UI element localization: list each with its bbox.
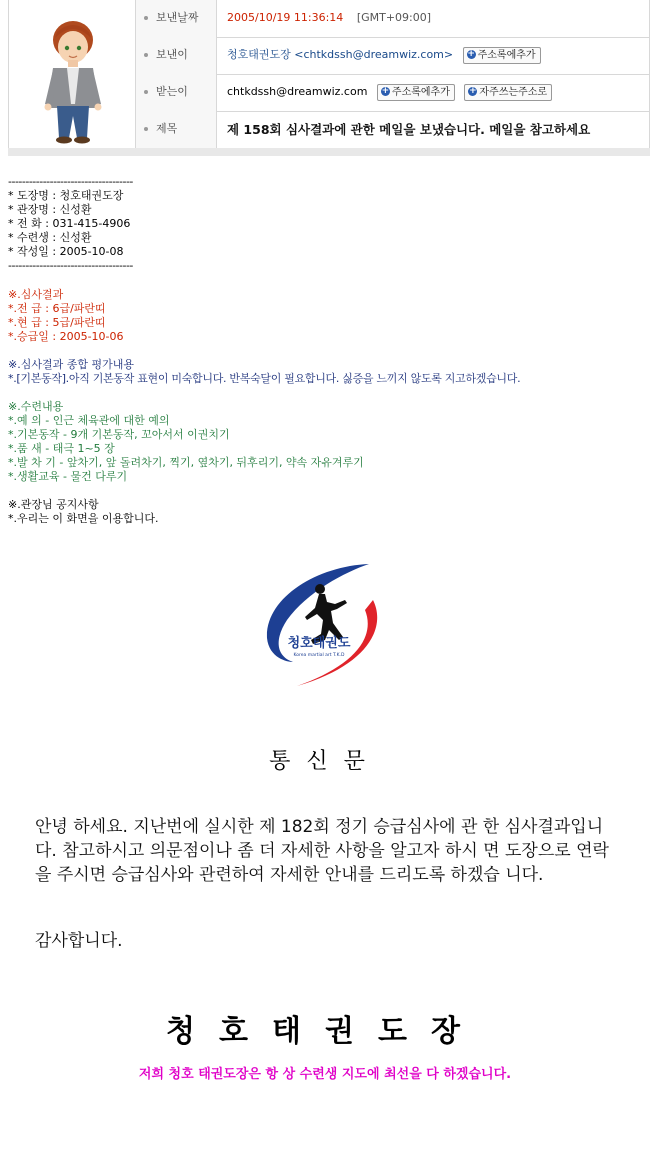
header-divider <box>8 148 650 156</box>
avatar <box>9 0 136 150</box>
logo-subtitle: Korea martial art T.K.D <box>293 653 345 658</box>
plus-icon: + <box>469 86 477 96</box>
subject-text: 제 158회 심사결과에 관한 메일을 보냈습니다. 메일을 참고하세요 <box>227 122 591 137</box>
info-line: * 전 화 : 031-415-4906 <box>8 217 131 230</box>
bullet-icon <box>144 90 148 94</box>
bullet-icon <box>144 127 148 131</box>
recipient-address[interactable]: chtkdssh@dreamwiz.com <box>227 85 368 98</box>
add-recipient-to-addressbook-button[interactable]: + 주소록에추가 <box>377 84 455 101</box>
info-line: * 도장명 : 청호태권도장 <box>8 189 124 202</box>
result-heading: ※.심사결과 <box>8 288 64 301</box>
notice-heading: ※.관장님 공지사항 <box>8 498 99 511</box>
info-line: * 수련생 : 신성환 <box>8 231 92 244</box>
divider-line: ------------------------------------ <box>8 175 133 188</box>
letter-title: 통신문 <box>269 749 381 774</box>
info-line: * 작성일 : 2005-10-08 <box>8 245 124 258</box>
bullet-icon <box>144 16 148 20</box>
training-heading: ※.수련내용 <box>8 400 64 413</box>
add-sender-to-addressbook-button[interactable]: + 주소록에추가 <box>463 47 541 64</box>
mail-header <box>8 0 650 150</box>
bullet-icon <box>144 53 148 57</box>
result-line: *.현 급 : 5급/파란띠 <box>8 316 106 329</box>
logo-name: 청호태권도 <box>287 636 351 651</box>
training-line: *.품 새 - 태극 1~5 장 <box>8 442 115 455</box>
subject-row <box>136 111 650 149</box>
subject-label: 제목 <box>156 122 178 135</box>
plus-icon: + <box>381 86 390 96</box>
sender-label: 보낸이 <box>156 48 188 61</box>
letter-body: 안녕 하세요. 지난번에 실시한 제 182회 정기 승급심사에 관 한 심사결과입니다. 참고하시고 의문점이나 좀 더 자세한 사항을 알고자 하시 면 도장으로 연락을 주시면 승급심사와 관련하여 자세한 안내를 드리도록 하겠습 니다. <box>35 817 609 885</box>
divider-line: ------------------------------------ <box>8 259 133 272</box>
result-line: *.승급일 : 2005-10-06 <box>8 330 124 343</box>
sent-date-row <box>136 0 650 38</box>
training-line: *.발 차 기 - 앞차기, 앞 돌려차기, 찍기, 옆차기, 뒤후리기, 약속 자유겨루기 <box>8 456 364 469</box>
evaluation-heading: ※.심사결과 종합 평가내용 <box>8 358 134 371</box>
recipient-label: 받는이 <box>156 85 188 98</box>
result-line: *.전 급 : 6급/파란띠 <box>8 302 106 315</box>
plus-icon: + <box>467 49 475 59</box>
recipient-row <box>136 74 650 112</box>
dojo-name: 청호태권도장 <box>166 1014 484 1049</box>
info-line: * 관장명 : 신성환 <box>8 203 92 216</box>
notice-text: *.우리는 이 화면을 이용합니다. <box>8 512 159 525</box>
sent-date-label: 보낸날짜 <box>156 11 199 24</box>
dojo-logo <box>257 558 387 688</box>
letter-thanks: 감사합니다. <box>35 931 123 951</box>
sender-row <box>136 37 650 75</box>
evaluation-text: *.[기본동작].아직 기본동작 표현이 미숙합니다. 반복숙달이 필요합니다. 싫증을 느끼지 않도록 지고하겠습니다. <box>8 372 521 385</box>
add-frequent-address-button[interactable]: + 자주쓰는주소로 <box>464 84 552 101</box>
training-line: *.생활교육 - 물건 다루기 <box>8 470 128 483</box>
sent-date: 2005/10/19 11:36:14 <box>227 11 344 24</box>
timezone: [GMT+09:00] <box>356 11 432 24</box>
training-line: *.기본동작 - 9개 기본동작, 꼬아서서 이권치기 <box>8 428 230 441</box>
sender-address[interactable]: 청호태권도장 <chtkdssh@dreamwiz.com> <box>227 48 454 61</box>
training-line: *.예 의 - 인근 체육관에 대한 예의 <box>8 414 170 427</box>
avatar-figure <box>9 0 135 150</box>
dojo-motto: 저희 청호 태권도장은 항 상 수련생 지도에 최선을 다 하겠습니다. <box>138 1067 512 1082</box>
